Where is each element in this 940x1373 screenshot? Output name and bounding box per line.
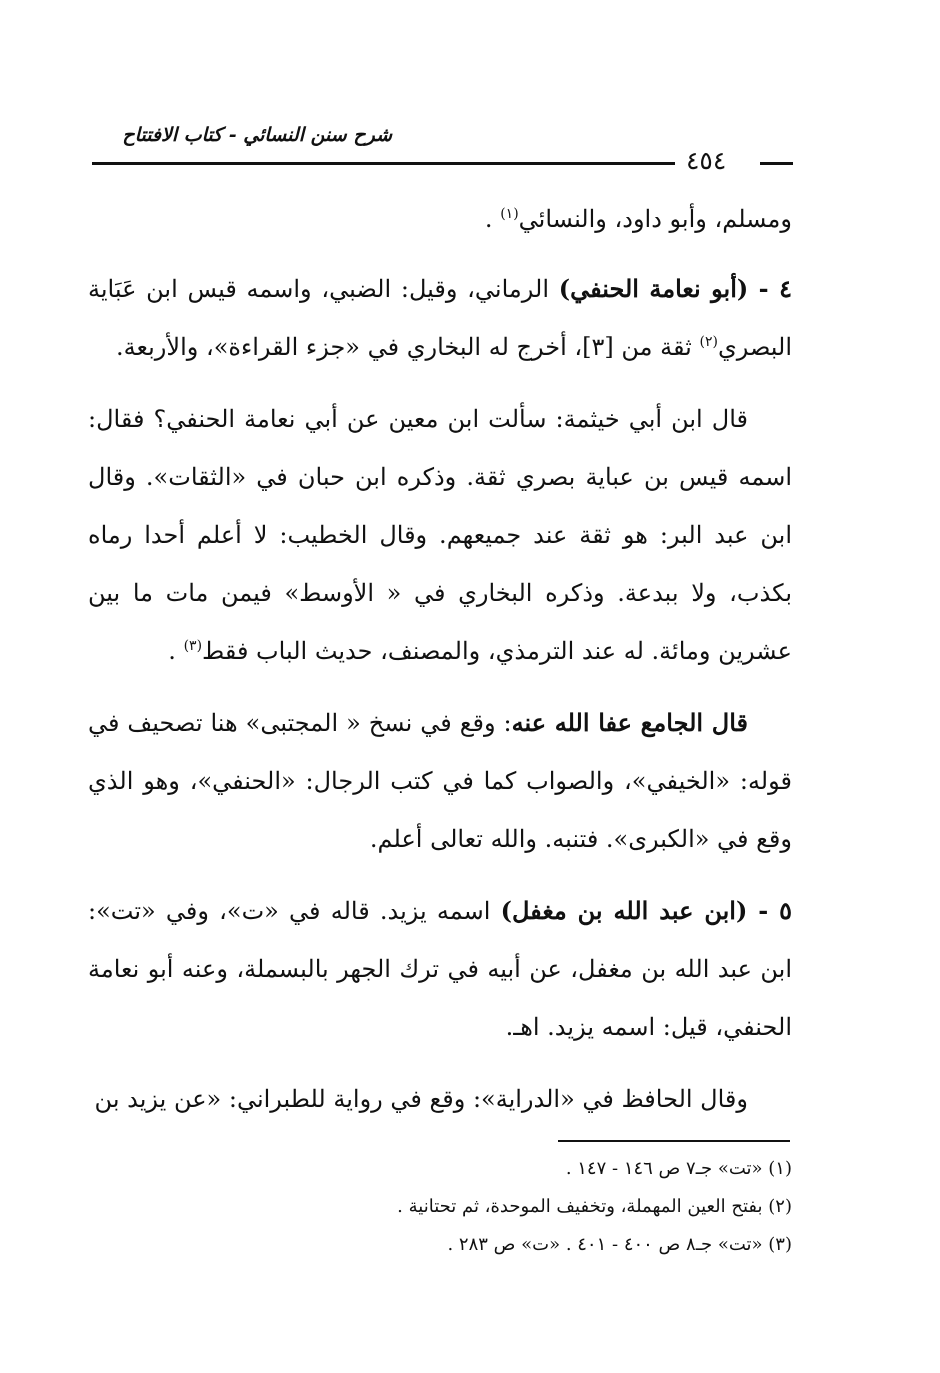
footnote-ref-1: (١) bbox=[500, 206, 519, 222]
header-rule bbox=[92, 162, 675, 165]
footnote-rule bbox=[558, 1140, 790, 1142]
narrator-5-name: (ابن عبد الله بن مغفل) bbox=[500, 896, 748, 925]
page-number: ٤٥٤ bbox=[686, 146, 727, 175]
narrator-5-number: ٥ - bbox=[747, 896, 793, 925]
paragraph-5-text: وقال الحافظ في «الدراية»: وقع في رواية للطبراني: «عن يزيد بن bbox=[94, 1085, 748, 1113]
paragraph-narrator-4 bbox=[88, 260, 792, 376]
jami-note-heading: قال الجامع عفا الله عنه bbox=[511, 708, 748, 737]
jami-note-text: : وقع في نسخ « المجتبى» هنا تصحيف في قوله: «الخيفي»، والصواب كما في كتب الرجال: «الحنفي»، وهو الذي وقع في «الكبرى». فتنبه. والله تعالى أعلم. bbox=[88, 709, 792, 853]
footnote-ref-2: (٢) bbox=[699, 334, 718, 350]
paragraph-0-text: ومسلم، وأبو داود، والنسائي bbox=[518, 205, 792, 233]
paragraph-jami-note bbox=[88, 694, 792, 868]
narrator-5-text: اسمه يزيد. قاله في «ت»، وفي «تت»: ابن عبد الله بن مغفل، عن أبيه في ترك الجهر بالبسملة، وعنه أبو نعامة الحنفي، قيل: اسمه يزيد. اهـ. bbox=[88, 897, 792, 1041]
footnotes bbox=[300, 1150, 792, 1264]
body-text bbox=[88, 190, 792, 1142]
running-title: شرح سنن النسائي - كتاب الافتتاح bbox=[122, 124, 392, 146]
paragraph-hafiz bbox=[88, 1070, 792, 1128]
paragraph-0 bbox=[88, 190, 792, 248]
header-rule-short bbox=[760, 162, 793, 165]
paragraph-2-text: قال ابن أبي خيثمة: سألت ابن معين عن أبي نعامة الحنفي؟ فقال: اسمه قيس بن عباية بصري ثقة. وذكره ابن حبان في «الثقات». وقال ابن عبد البر: هو ثقة عند جميعهم. وقال الخطيب: لا أعلم أحدا رماه بكذب، ولا ببدعة. وذكره البخاري في « الأوسط» فيمن مات ما بين عشرين ومائة. له عند الترمذي، والمصنف، حديث الباب فقط bbox=[88, 405, 792, 665]
narrator-4-text-b: ثقة من [٣]، أخرج له البخاري في «جزء القراءة»، والأربعة. bbox=[116, 333, 700, 361]
paragraph-narrator-5 bbox=[88, 882, 792, 1056]
paragraph-2-end: . bbox=[168, 637, 184, 665]
footnote-3: (٣) «تت» جـ٨ ص ٤٠٠ - ٤٠١ . «ت» ص ٢٨٣ . bbox=[447, 1234, 792, 1255]
footnote-2: (٢) بفتح العين المهملة، وتخفيف الموحدة، ثم تحتانية . bbox=[397, 1196, 792, 1217]
paragraph-ibn-abi-khaythama bbox=[88, 390, 792, 680]
narrator-4-name: (أبو نعامة الحنفي) bbox=[558, 274, 749, 303]
narrator-4-number: ٤ - bbox=[748, 274, 792, 303]
narrator-4-text-a: الرماني، وقيل: الضبي، واسمه قيس ابن عَبَاية البصري bbox=[88, 275, 792, 361]
footnote-1: (١) «تت» جـ٧ ص ١٤٦ - ١٤٧ . bbox=[565, 1158, 792, 1179]
footnote-ref-3: (٣) bbox=[183, 638, 203, 654]
paragraph-0-end: . bbox=[484, 205, 501, 233]
